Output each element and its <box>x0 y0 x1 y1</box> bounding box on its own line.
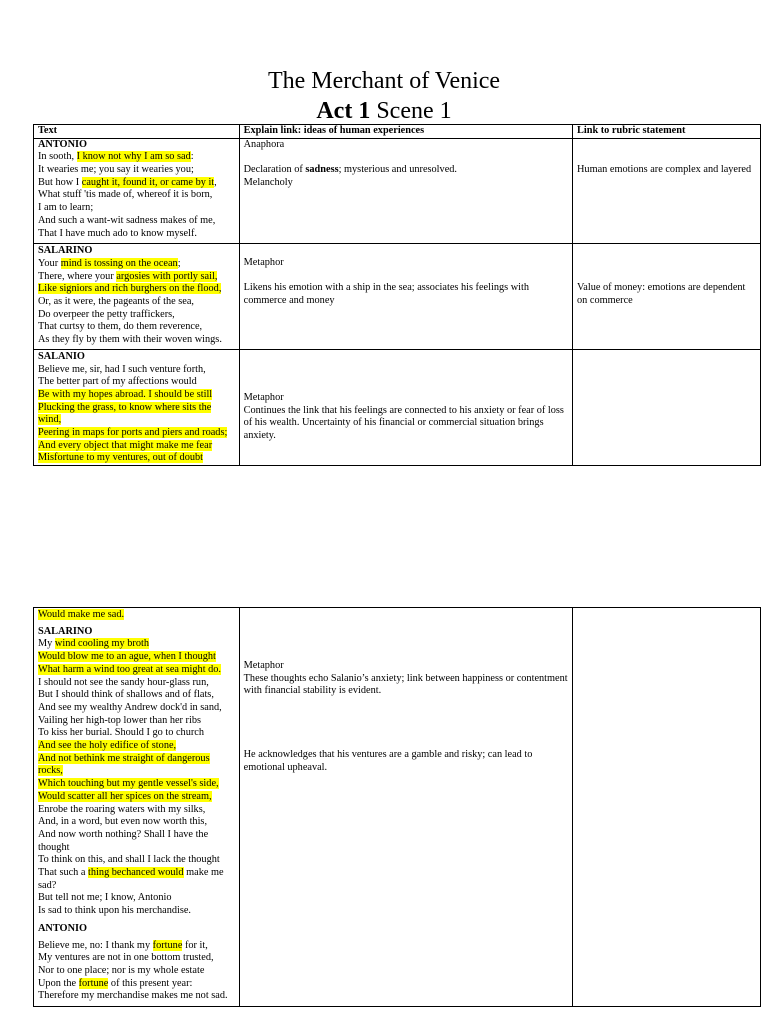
highlighted-text: Like signiors and rich burghers on the flood, <box>38 283 222 295</box>
verse-line: I should not see the sandy hour-glass run, <box>38 676 209 688</box>
verse-line: That curtsy to them, do them reverence, <box>38 321 203 333</box>
verse-line <box>38 651 235 664</box>
rubric-text: Value of money: emotions are dependent on commerce <box>577 282 746 306</box>
analysis-table-1 <box>33 124 761 466</box>
verse-line: What stuff 'tis made of, whereof it is born, <box>38 189 213 201</box>
scene-label: Scene 1 <box>376 98 452 124</box>
explanation-text: Likens his emotion with a ship in the sea; associates his feelings with commerce and money <box>243 281 530 306</box>
text-cell <box>34 244 240 350</box>
explanation-text: Continues the link that his feelings are connected to his anxiety or fear of loss of his wealth. Uncertainty of his financial or commercial situation brings anxiety. <box>243 404 564 441</box>
header-rubric: Link to rubric statement <box>573 125 761 139</box>
highlighted-text: And not bethink me straight of dangerous rocks, <box>38 752 210 777</box>
table-row <box>34 138 761 244</box>
verse-line: Do overpeer the petty traffickers, <box>38 308 175 320</box>
verse-line <box>38 440 235 453</box>
verse-line: But how I caught it, found it, or came by it, <box>38 176 217 188</box>
verse-line: But tell not me; I know, Antonio <box>38 892 172 904</box>
table-row <box>34 244 761 350</box>
highlighted-text: Peering in maps for ports and piers and roads; <box>38 427 228 439</box>
verse-line: Believe me, sir, had I such venture forth, <box>38 363 206 375</box>
highlighted-text: Which touching but my gentle vessel's side, <box>38 778 219 790</box>
device-label: Metaphor <box>243 257 284 269</box>
highlighted-text: wind cooling my broth <box>54 638 149 650</box>
verse-line: Or, as it were, the pageants of the sea, <box>38 296 194 308</box>
verse-line: Enrobe the roaring waters with my silks, <box>38 803 206 815</box>
verse-line: Therefore my merchandise makes me not sad. <box>38 990 228 1002</box>
verse-line <box>38 452 235 465</box>
verse-line: Vailing her high-top lower than her ribs <box>38 714 201 726</box>
device-label: Anaphora <box>243 138 285 150</box>
speaker-name: ANTONIO <box>38 138 88 150</box>
highlighted-text: mind is tossing on the ocean <box>60 257 178 269</box>
verse-line: And now worth nothing? Shall I have the thought <box>38 828 209 853</box>
verse-line: In sooth, I know not why I am so sad: <box>38 151 194 163</box>
verse-line: And such a want-wit sadness makes of me, <box>38 214 216 226</box>
highlighted-text: Would make me sad. <box>38 609 125 620</box>
header-text: Text <box>34 125 240 139</box>
act-scene-heading <box>0 97 768 125</box>
text-cell <box>34 138 240 244</box>
explain-cell <box>239 608 572 1007</box>
device-label: Metaphor <box>243 391 284 403</box>
device-label: Metaphor <box>243 660 284 671</box>
verse-line: My ventures are not in one bottom trusted, <box>38 952 214 964</box>
highlighted-text: argosies with portly sail, <box>116 270 218 282</box>
highlighted-text: Plucking the grass, to know where sits the wind, <box>38 401 212 426</box>
rubric-text: Human emotions are complex and layered <box>577 163 752 175</box>
table-row <box>34 349 761 465</box>
verse-line: My wind cooling my broth <box>38 638 149 650</box>
verse-line: That I have much ado to know myself. <box>38 227 197 239</box>
highlighted-text: Be with my hopes abroad. I should be still <box>38 388 213 400</box>
speaker-name: SALANIO <box>38 350 85 362</box>
highlighted-text: What harm a wind too great at sea might do. <box>38 663 222 675</box>
highlighted-text: fortune <box>78 977 109 989</box>
header-row <box>34 125 761 139</box>
explanation-text: Declaration of sadness; mysterious and unresolved. <box>243 164 457 176</box>
speaker-name: SALARINO <box>38 245 93 257</box>
header-explain: Explain link: ideas of human experiences <box>239 125 572 139</box>
highlighted-text: And see the holy edifice of stone, <box>38 740 177 752</box>
highlighted-text: thing bechanced would <box>88 867 184 879</box>
verse-line <box>38 664 235 677</box>
verse-line <box>38 427 235 440</box>
verse-line: Nor to one place; nor is my whole estate <box>38 964 205 976</box>
verse-line <box>38 389 235 402</box>
verse-line: Upon the fortune of this present year: <box>38 977 193 989</box>
highlighted-text: Would blow me to an ague, when I thought <box>38 651 216 663</box>
analysis-table-2 <box>33 607 761 1007</box>
explanation-text: These thoughts echo Salanio’s anxiety; link between happiness or contentment with financial stability is evident. <box>243 672 568 697</box>
explain-cell <box>239 138 572 244</box>
table-row <box>34 608 761 1007</box>
speaker-name: ANTONIO <box>38 922 88 934</box>
verse-line: And see my wealthy Andrew dock'd in sand, <box>38 701 222 713</box>
rubric-cell <box>573 138 761 244</box>
explain-cell <box>239 244 572 350</box>
verse-line <box>38 402 235 427</box>
verse-line <box>38 778 235 791</box>
act-label: Act 1 <box>316 98 371 124</box>
verse-line <box>38 753 235 778</box>
highlighted-text: caught it, found it, or came by it <box>81 176 215 188</box>
verse-line <box>38 283 235 296</box>
verse-line: Your mind is tossing on the ocean; <box>38 257 181 269</box>
verse-line: To kiss her burial. Should I go to church <box>38 727 205 739</box>
verse-line: And, in a word, but even now worth this, <box>38 816 208 828</box>
rubric-cell <box>573 608 761 1007</box>
highlighted-text: Would scatter all her spices on the stream, <box>38 790 212 802</box>
rubric-cell <box>573 349 761 465</box>
explain-cell <box>239 349 572 465</box>
rubric-cell <box>573 244 761 350</box>
verse-line: That such a thing bechanced would make me sad? <box>38 867 224 891</box>
verse-line <box>38 740 235 753</box>
highlighted-text: I know not why I am so sad <box>76 151 191 163</box>
verse-line: But I should think of shallows and of flats, <box>38 689 214 701</box>
verse-line: Is sad to think upon his merchandise. <box>38 905 192 917</box>
verse-line: It wearies me; you say it wearies you; <box>38 164 194 175</box>
highlighted-text: And every object that might make me fear <box>38 439 213 451</box>
text-cell <box>34 608 240 1007</box>
text-cell <box>34 349 240 465</box>
verse-line: To think on this, and shall I lack the thought <box>38 854 220 866</box>
highlighted-text: fortune <box>152 939 183 951</box>
verse-line: I am to learn; <box>38 202 94 214</box>
verse-line: Believe me, no: I thank my fortune for it, <box>38 939 208 951</box>
highlighted-text: Misfortune to my ventures, out of doubt <box>38 452 204 464</box>
document-title: The Merchant of Venice <box>267 68 501 94</box>
verse-line <box>38 791 235 804</box>
verse-line: The better part of my affections would <box>38 376 197 388</box>
explanation-text: He acknowledges that his ventures are a gamble and risky; can lead to emotional upheaval. <box>243 749 533 773</box>
verse-line: There, where your argosies with portly sail, <box>38 270 218 282</box>
speaker-name: SALARINO <box>38 625 93 637</box>
verse-line <box>38 609 235 622</box>
explanation-text: Melancholy <box>243 177 293 188</box>
verse-line: As they fly by them with their woven wings. <box>38 334 222 346</box>
